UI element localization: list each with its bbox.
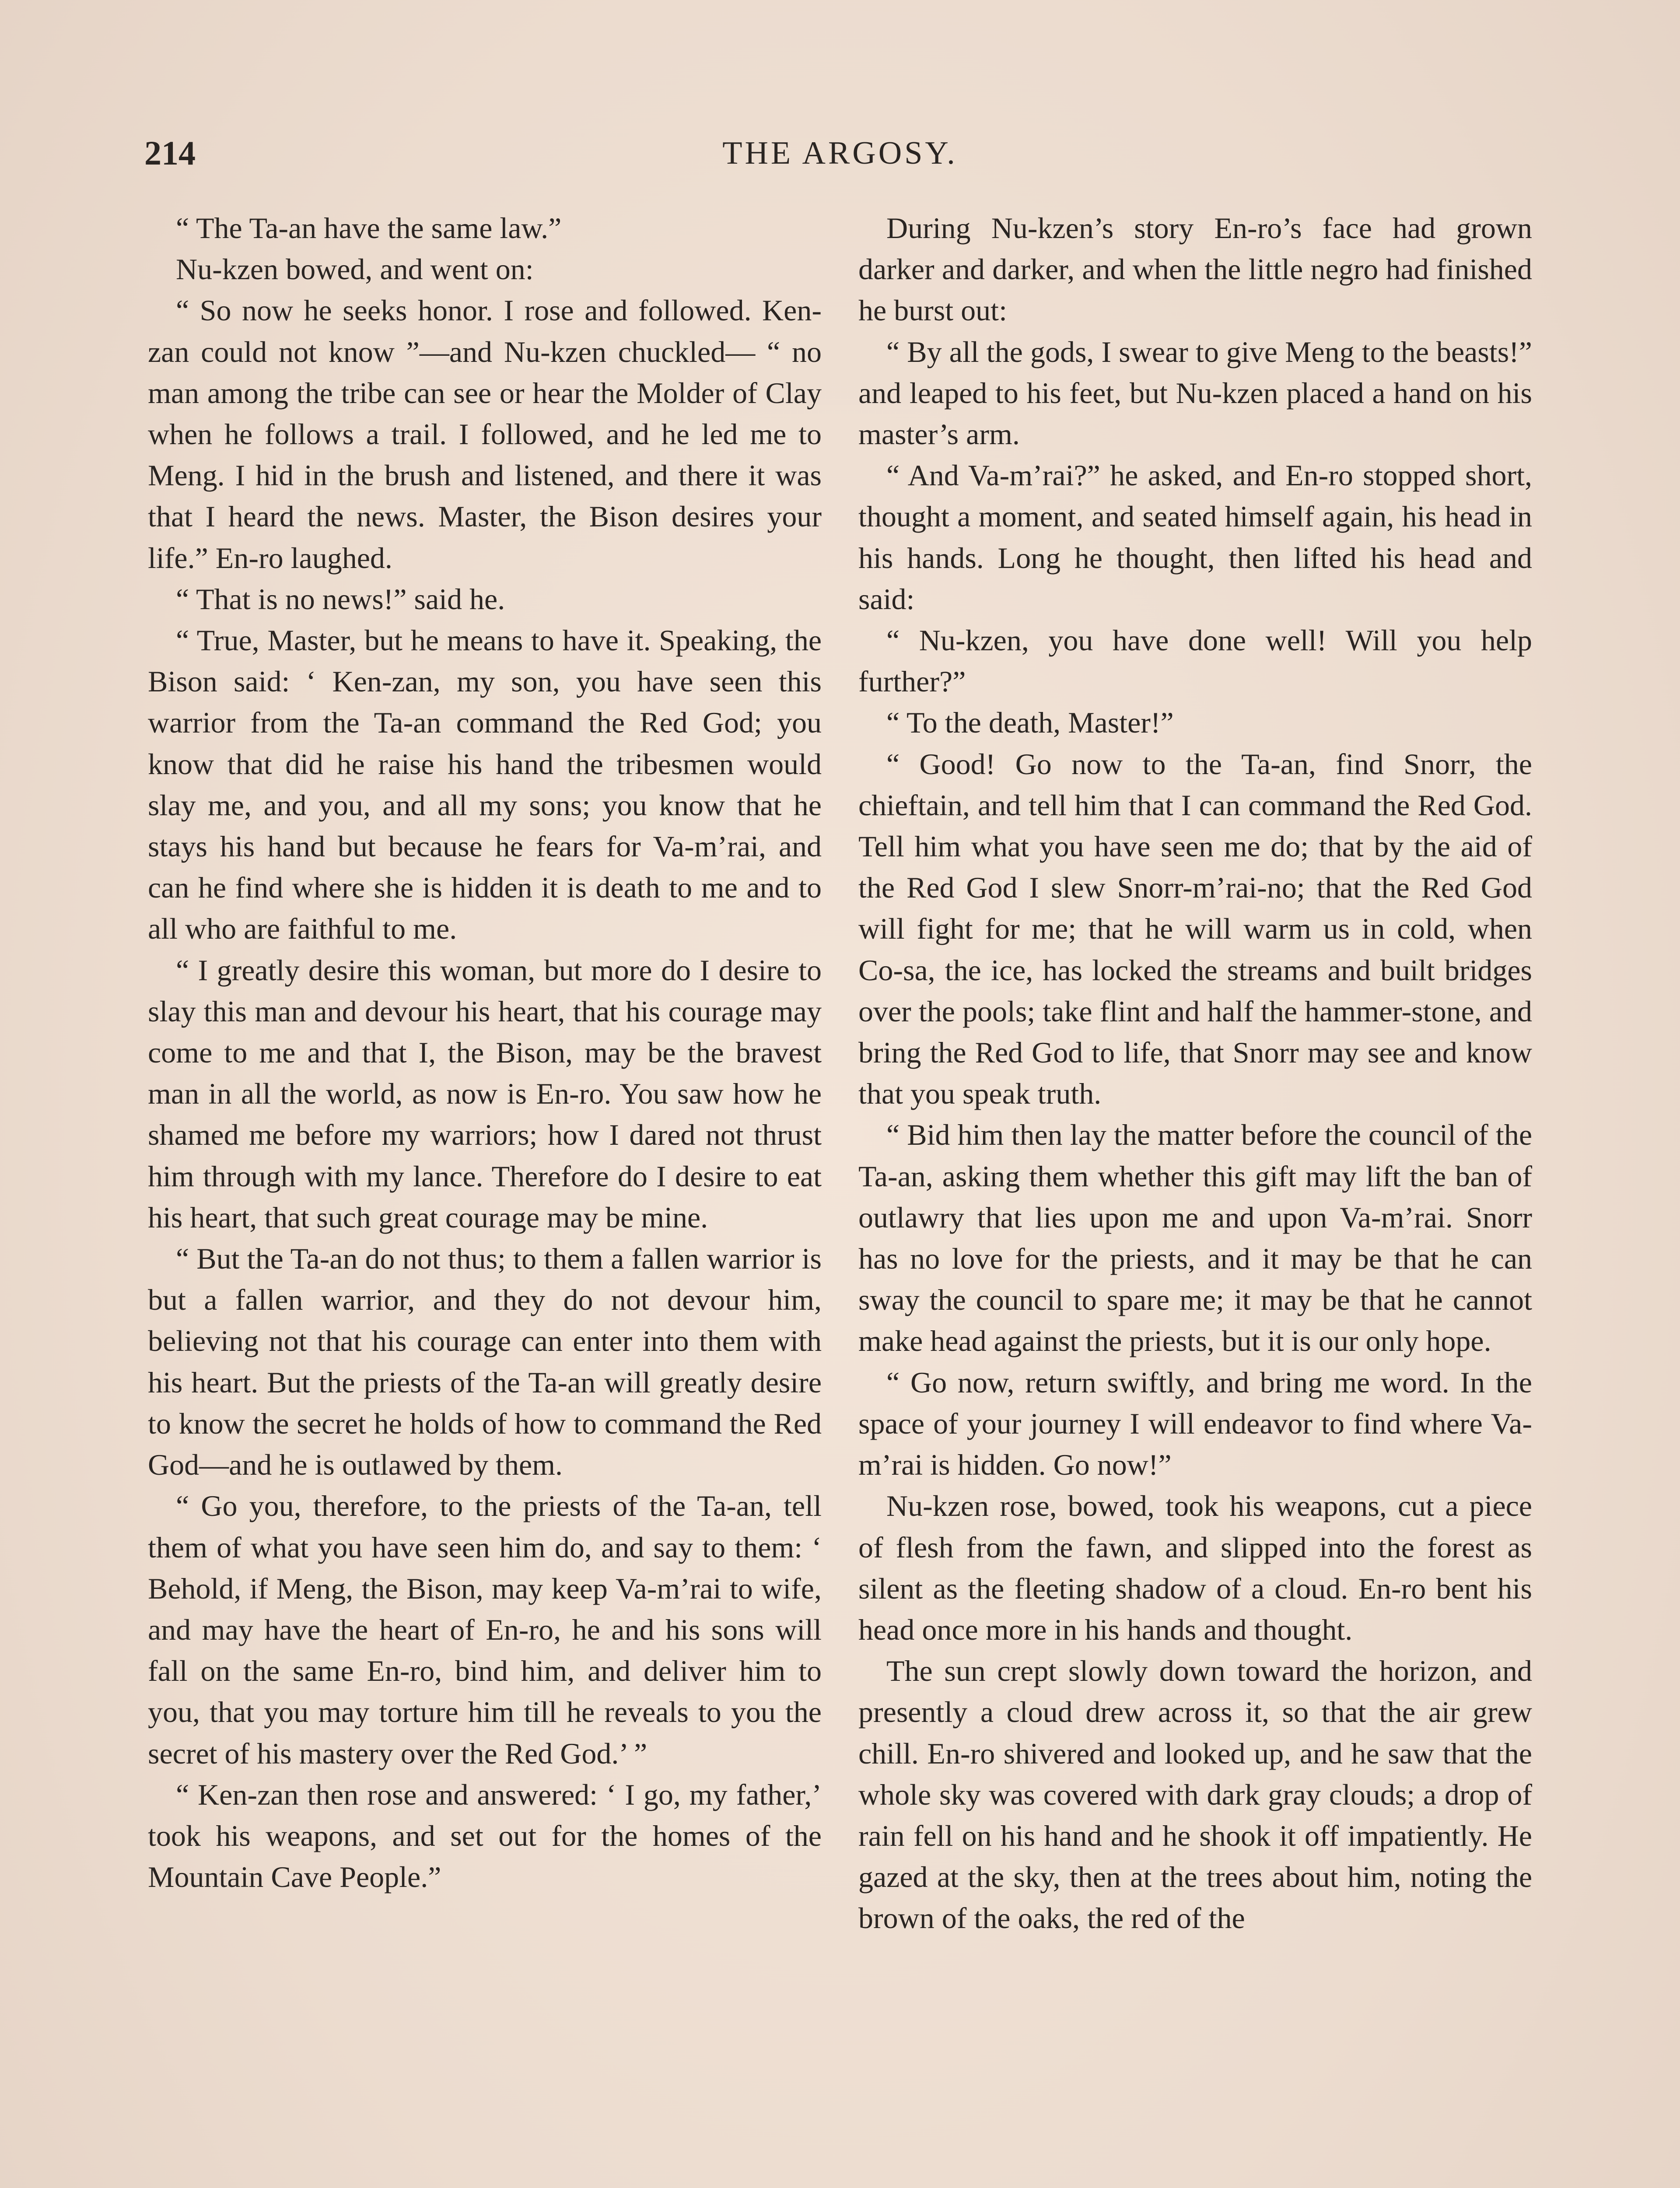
paragraph: “ And Va-m’rai?” he asked, and En-ro stopped short, thought a moment, and seated himself again, his head in his hands. Long he thought, then lifted his head and said:: [858, 459, 1532, 616]
paragraph: Nu-kzen rose, bowed, took his weapons, cut a piece of flesh from the fawn, and slipped into the forest as silent as the fleeting shadow of a cloud. En-ro bent his head once more in his hands and thought.: [858, 1489, 1532, 1646]
paragraph: “ Go you, therefore, to the priests of the Ta-an, tell them of what you have seen him do, and say to them: ‘ Behold, if Meng, the Bison, may keep Va-m’rai to wife, and may have the heart of En-ro, he and his sons will fall on the same En-ro, bind him, and deliver him to you, that you may torture him till he reveals to you the secret of his mastery over the Red God.’ ”: [148, 1489, 822, 1770]
paragraph: Nu-kzen bowed, and went on:: [176, 252, 534, 286]
paragraph: “ That is no news!” said he.: [176, 582, 505, 616]
right-column: [858, 207, 1532, 1939]
page-number: 214: [144, 134, 196, 172]
paragraph: “ So now he seeks honor. I rose and followed. Ken-zan could not know ”—and Nu-kzen chuckled— “ no man among the tribe can see or hear the Molder of Clay when he follows a trail. I followed, and he led me to Meng. I hid in the brush and listened, and there it was that I heard the news. Master, the Bison desires your life.” En-ro laughed.: [148, 294, 822, 575]
magazine-title: THE ARGOSY.: [722, 135, 958, 171]
left-column: [148, 207, 822, 1897]
paragraph: “ True, Master, but he means to have it. Speaking, the Bison said: ‘ Ken-zan, my son, you have seen this warrior from the Ta-an command the Red God; you know that did he raise his hand the tribesmen would slay me, and you, and all my sons; you know that he stays his hand but because he fears for Va-m’rai, and can he find where she is hidden it is death to me and to all who are faithful to me.: [148, 624, 822, 946]
paragraph: The sun crept slowly down toward the horizon, and presently a cloud drew across it, so that the air grew chill. En-ro shivered and looked up, and he saw that the whole sky was covered with dark gray clouds; a drop of rain fell on his hand and he shook it off impatiently. He gazed at the sky, then at the trees about him, noting the brown of the oaks, the red of the: [858, 1654, 1532, 1935]
paragraph: “ Good! Go now to the Ta-an, find Snorr, the chieftain, and tell him that I can command the Red God. Tell him what you have seen me do; that by the aid of the Red God I slew Snorr-m’rai-no; that the Red God will fight for me; that he will warm us in cold, when Co-sa, the ice, has locked the streams and built bridges over the pools; take flint and half the hammer-stone, and bring the Red God to life, that Snorr may see and know that you speak truth.: [858, 747, 1532, 1111]
paragraph: “ To the death, Master!”: [886, 706, 1174, 740]
paragraph: “ Ken-zan then rose and answered: ‘ I go, my father,’ took his weapons, and set out for the homes of the Mountain Cave People.”: [148, 1778, 822, 1894]
paragraph: “ Nu-kzen, you have done well! Will you help further?”: [858, 624, 1532, 698]
paragraph: “ The Ta-an have the same law.”: [176, 211, 562, 245]
paragraph: “ Go now, return swiftly, and bring me word. In the space of your journey I will endeavor to find where Va-m’rai is hidden. Go now!”: [858, 1365, 1532, 1482]
paragraph: “ But the Ta-an do not thus; to them a fallen warrior is but a fallen warrior, and they do not devour him, believing not that his courage can enter into them with his heart. But the priests of the Ta-an will greatly desire to know the secret he holds of how to command the Red God—and he is outlawed by them.: [148, 1242, 822, 1482]
paragraph: During Nu-kzen’s story En-ro’s face had grown darker and darker, and when the little negro had finished he burst out:: [858, 211, 1532, 327]
paragraph: “ I greatly desire this woman, but more do I desire to slay this man and devour his heart, that his courage may come to me and that I, the Bison, may be the bravest man in all the world, as now is En-ro. You saw how he shamed me before my warriors; how I dared not thrust him through with my lance. Therefore do I desire to eat his heart, that such great courage may be mine.: [148, 953, 822, 1234]
paragraph: “ By all the gods, I swear to give Meng to the beasts!” and leaped to his feet, but Nu-kzen placed a hand on his master’s arm.: [858, 335, 1532, 451]
running-head: [144, 131, 1536, 179]
paragraph: “ Bid him then lay the matter before the council of the Ta-an, asking them whether this gift may lift the ban of outlawry that lies upon me and upon Va-m’rai. Snorr has no love for the priests, and it may be that he can sway the council to spare me; it may be that he cannot make head against the priests, but it is our only hope.: [858, 1118, 1532, 1358]
